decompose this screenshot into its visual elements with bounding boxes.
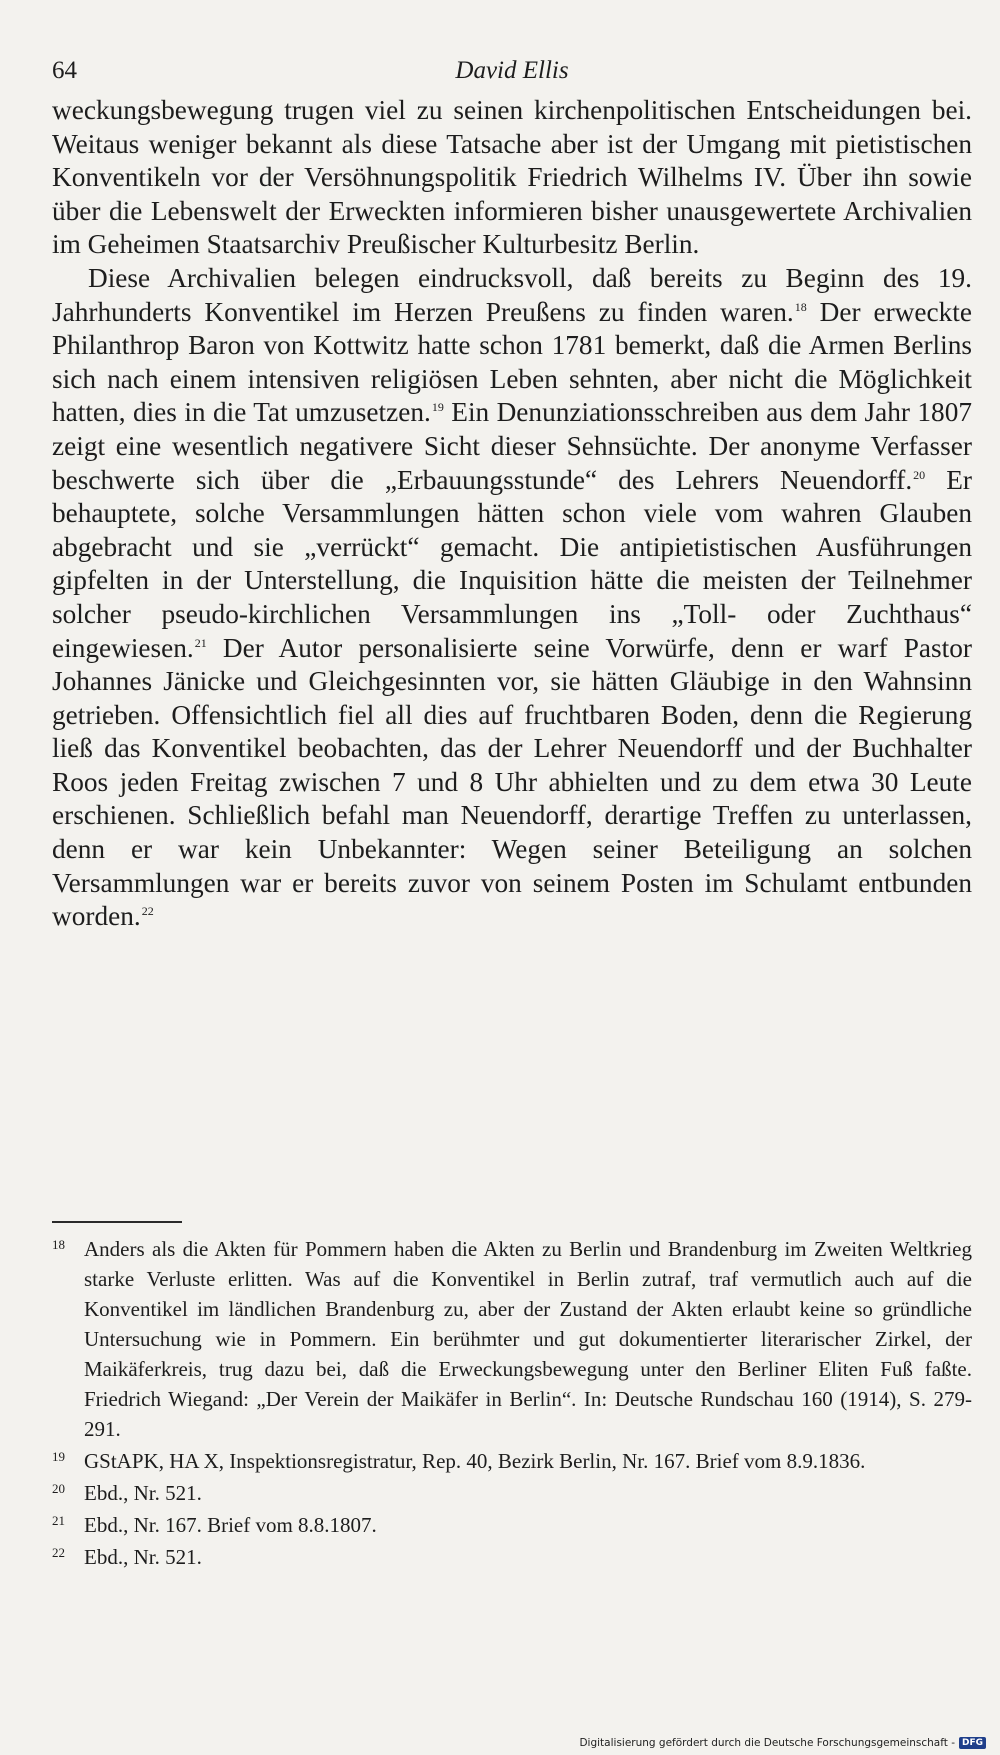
- footnote-ref-20[interactable]: 20: [913, 467, 926, 482]
- footnote-number: 20: [52, 1481, 65, 1496]
- paragraph-2: [52, 262, 972, 934]
- digitization-credit-text: Digitalisierung gefördert durch die Deutsche Forschungsgemeinschaft -: [579, 1737, 955, 1749]
- footnote-ref-19[interactable]: 19: [431, 400, 444, 415]
- footnote-ref-18[interactable]: 18: [794, 299, 807, 314]
- footnote-text: GStAPK, HA X, Inspektionsregistratur, Rep. 40, Bezirk Berlin, Nr. 167. Brief vom 8.9.1836.: [84, 1449, 866, 1473]
- dfg-logo: DFG: [959, 1737, 986, 1749]
- paragraph-2-sentence-5: Der Autor personalisierte seine Vorwürfe, denn er warf Pastor Johannes Jänicke und Gleichgesinnten vor, sie hätten Gläubige in den Wahnsinn getrieben. Offensichtlich fiel all dies auf fruchtbaren Boden, denn die Regierung ließ das Konventikel beobachten, das der Lehrer Neuendorff und der Buchhalter Roos jeden Freitag zwischen 7 und 8 Uhr abhielten und zu dem etwa 30 Leute erschienen. Schließlich befahl man Neuendorff, derartige Treffen zu unterlassen, denn er war kein Unbekannter: Wegen seiner Beteiligung an solchen Versammlungen war er bereits zuvor von seinem Posten im Schulamt entbunden worden.: [52, 632, 972, 932]
- body-text: [52, 94, 972, 934]
- footnote-text: Ebd., Nr. 521.: [84, 1481, 202, 1505]
- page-header: [52, 48, 972, 94]
- footnote-text: Anders als die Akten für Pommern haben die Akten zu Berlin und Brandenburg im Zweiten Weltkrieg starke Verluste erlitten. Was auf die Konventikel in Berlin zutraf, traf vermutlich auch auf die Konventikel im ländlichen Brandenburg zu, aber der Zustand der Akten erlaubt keine so gründliche Untersuchung wie in Pommern. Ein berühmter und gut dokumentierter literarischer Zirkel, der Maikäferkreis, trug dazu bei, daß die Erweckungsbewegung unter den Berliner Eliten Fuß faßte. Friedrich Wiegand: „Der Verein der Maikäfer in Berlin“. In: Deutsche Rundschau 160 (1914), S. 279-291.: [84, 1237, 972, 1441]
- footnote-text: Ebd., Nr. 521.: [84, 1545, 202, 1569]
- footnote-number: 18: [52, 1237, 65, 1252]
- paragraph-2-sentence-2: Der erweckte Philanthrop Baron von Kottwitz hatte schon 1781 bemerkt, daß die Armen Berlins sich nach einem intensiven religiösen Leben sehnten, aber nicht die Möglichkeit hatten, dies in die Tat umzusetzen.: [52, 296, 972, 428]
- footnote-number: 22: [52, 1545, 65, 1560]
- footnote-ref-21[interactable]: 21: [194, 635, 207, 650]
- footnote-21: [52, 1510, 972, 1540]
- paragraph-1: weckungsbewegung trugen viel zu seinen kirchenpolitischen Entscheidungen bei. Weitaus weniger bekannt als diese Tatsache aber ist der Umgang mit pietistischen Konventikeln vor der Versöhnungspolitik Friedrich Wilhelms IV. Über ihn sowie über die Lebenswelt der Erweckten informieren bisher unausgewertete Archivalien im Geheimen Staatsarchiv Preußischer Kulturbesitz Berlin.: [52, 95, 972, 260]
- footnote-19: [52, 1446, 972, 1476]
- footnote-separator: [52, 1221, 182, 1223]
- footnote-text: Ebd., Nr. 167. Brief vom 8.8.1807.: [84, 1513, 377, 1537]
- digitization-credit: [579, 1737, 986, 1749]
- footnotes: [52, 1234, 972, 1574]
- page-number: 64: [52, 57, 77, 84]
- running-head: David Ellis: [455, 57, 569, 84]
- footnote-ref-22[interactable]: 22: [141, 904, 154, 919]
- page: [52, 48, 972, 934]
- paragraph-2-sentence-4: Er behauptete, solche Versammlungen hätten schon viele vom wahren Glauben abgebracht und sie „verrückt“ gemacht. Die antipietistischen Ausführungen gipfelten in der Unterstellung, die Inquisition hätte die meisten der Teilnehmer solcher pseudo-kirchlichen Versammlungen ins „Toll- oder Zuchthaus“ eingewiesen.: [52, 464, 972, 663]
- footnote-18: [52, 1234, 972, 1444]
- footnote-20: [52, 1478, 972, 1508]
- paragraph-2-sentence-1: Diese Archivalien belegen eindrucksvoll, daß bereits zu Beginn des 19. Jahrhunderts Konventikel im Herzen Preußens zu finden waren.: [52, 262, 972, 327]
- footnote-number: 19: [52, 1449, 65, 1464]
- paragraph-2-sentence-3: Ein Denunziationsschreiben aus dem Jahr 1807 zeigt eine wesentlich negativere Sicht dieser Sehnsüchte. Der anonyme Verfasser beschwerte sich über die „Erbauungsstunde“ des Lehrers Neuendorff.: [52, 397, 973, 495]
- footnote-22: [52, 1542, 972, 1572]
- footnote-number: 21: [52, 1513, 65, 1528]
